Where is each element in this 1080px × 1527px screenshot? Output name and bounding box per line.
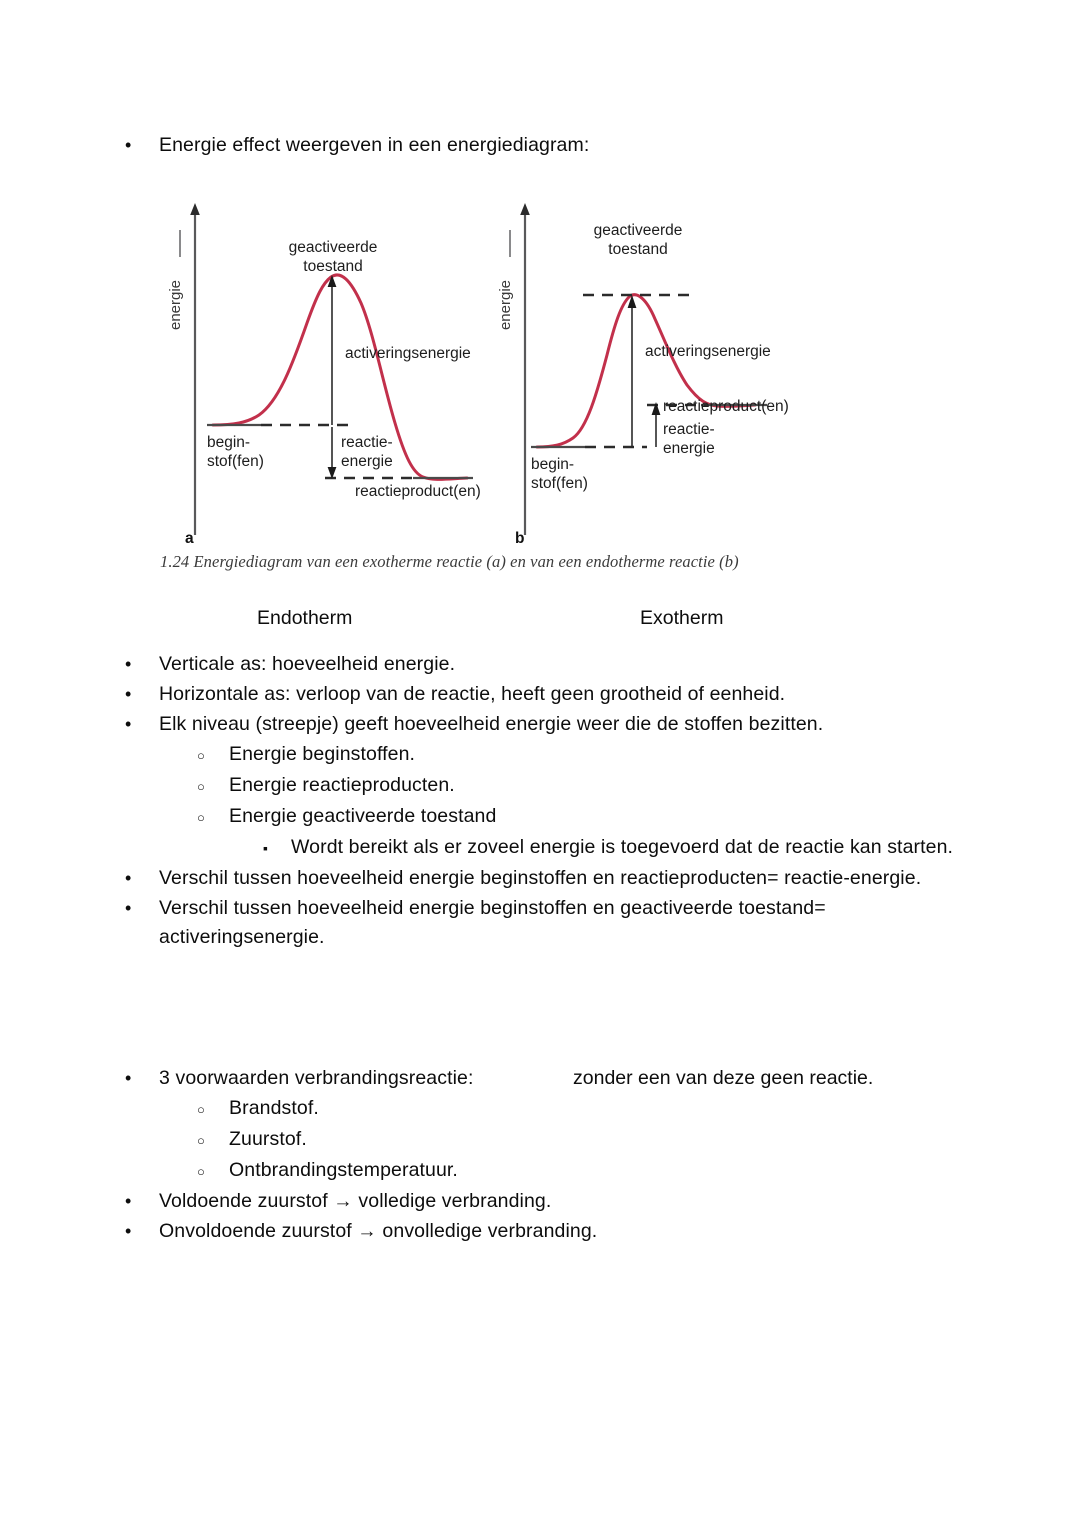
list-item <box>125 864 985 894</box>
energy-diagram-svg <box>155 195 880 555</box>
panel-a-reaction-label-line2: energie <box>341 453 393 470</box>
panel-b-reactant-label-line1: begin- <box>531 456 575 473</box>
list-item <box>125 894 985 952</box>
panel-a-activation-label: activeringsenergie <box>345 345 471 362</box>
list-item-label: Elk niveau (streepje) geeft hoeveelheid energie weer die de stoffen bezitten. <box>159 713 824 735</box>
panel-a-product-label: reactieproduct(en) <box>355 483 481 500</box>
bullet-disc-icon <box>125 710 159 740</box>
list-item <box>125 1187 985 1217</box>
list-item <box>125 802 985 833</box>
panel-b-energy-curve <box>537 295 755 447</box>
list-item <box>125 771 985 802</box>
list-item-label: Verschil tussen hoeveelheid energie beginstoffen en geactiveerde toestand= activeringsenergie. <box>159 897 826 948</box>
panel-a-axis-arrow-icon <box>190 203 200 215</box>
list-item-label: Energie beginstoffen. <box>229 743 416 765</box>
list-item-label: Brandstof. <box>229 1097 319 1119</box>
bullet-disc-icon <box>125 680 159 710</box>
panel-a-axis-label: energie <box>167 279 184 331</box>
notes-group-1 <box>125 650 985 952</box>
figure-caption: 1.24 Energiediagram van een exotherme reactie (a) en van een endotherme reactie (b) <box>160 552 739 571</box>
list-item <box>125 1125 985 1156</box>
panel-a-reactant-label-line2: stof(fen) <box>207 453 264 470</box>
energy-diagram-figure <box>155 195 880 590</box>
endotherm-label: Endotherm <box>257 607 353 629</box>
bullet-circle-icon <box>197 740 229 771</box>
bullet-disc-icon <box>125 131 159 161</box>
list-item-label: Ontbrandingstemperatuur. <box>229 1159 458 1181</box>
panel-b-letter: b <box>515 530 525 547</box>
bullet-disc-icon <box>125 650 159 680</box>
combustion-trailing-note: zonder een van deze geen reactie. <box>573 1067 874 1089</box>
bullet-disc-icon <box>125 894 159 924</box>
list-item <box>125 1217 985 1247</box>
bullet-disc-icon <box>125 1217 159 1247</box>
panel-a-letter: a <box>185 530 194 547</box>
list-item <box>125 680 985 710</box>
panel-b-product-label: reactieproduct(en) <box>663 398 789 415</box>
list-item-label: 3 voorwaarden verbrandingsreactie: <box>159 1067 474 1089</box>
list-item-label: Voldoende zuurstof → volledige verbranding. <box>159 1190 552 1212</box>
list-item <box>125 650 985 680</box>
panel-b-peak-label-line1: geactiveerde <box>593 222 683 239</box>
panel-a <box>167 203 481 547</box>
panel-b-reactant-label-line2: stof(fen) <box>531 475 588 492</box>
top-bullet-block <box>125 131 985 161</box>
list-item <box>125 131 985 161</box>
list-item-label: Onvoldoende zuurstof → onvolledige verbranding. <box>159 1220 598 1242</box>
list-item-label: Energie reactieproducten. <box>229 774 455 796</box>
list-item-label: Energie effect weergeven in een energiediagram: <box>159 134 590 156</box>
panel-b-axis-label: energie <box>497 279 514 331</box>
panel-b-reaction-label-line1: reactie- <box>663 421 715 438</box>
list-item <box>125 740 985 771</box>
list-item <box>125 1094 985 1125</box>
list-item-label: Verticale as: hoeveelheid energie. <box>159 653 456 675</box>
list-item-label: Zuurstof. <box>229 1128 307 1150</box>
list-item <box>125 1156 985 1187</box>
bullet-circle-icon <box>197 1094 229 1125</box>
bullet-circle-icon <box>197 1125 229 1156</box>
panel-a-energy-curve <box>213 275 467 479</box>
list-item-label: Wordt bereikt als er zoveel energie is toegevoerd dat de reactie kan starten. <box>291 836 954 858</box>
panel-b <box>497 203 789 547</box>
panel-b-reaction-label-line2: energie <box>663 440 715 457</box>
bullet-disc-icon <box>125 864 159 894</box>
list-item <box>125 833 985 864</box>
panel-b-activation-label: activeringsenergie <box>645 343 771 360</box>
list-item-label: Verschil tussen hoeveelheid energie beginstoffen en reactieproducten= reactie-energie. <box>159 867 922 889</box>
panel-a-peak-label-line1: geactiveerde <box>288 239 378 256</box>
bullet-disc-icon <box>125 1187 159 1217</box>
panel-b-peak-label-line2: toestand <box>608 241 668 258</box>
bullet-circle-icon <box>197 771 229 802</box>
list-item <box>125 710 985 740</box>
panel-b-axis-arrow-icon <box>520 203 530 215</box>
panel-a-reaction-label-line1: reactie- <box>341 434 393 451</box>
bullet-circle-icon <box>197 1156 229 1187</box>
list-item-label: Energie geactiveerde toestand <box>229 805 497 827</box>
panel-a-peak-label-line2: toestand <box>303 258 363 275</box>
bullet-circle-icon <box>197 802 229 833</box>
list-item-label: Horizontale as: verloop van de reactie, heeft geen grootheid of eenheid. <box>159 683 786 705</box>
bullet-disc-icon <box>125 1064 159 1094</box>
panel-a-reactant-label-line1: begin- <box>207 434 251 451</box>
exotherm-label: Exotherm <box>640 607 724 629</box>
bullet-square-icon <box>263 833 291 864</box>
